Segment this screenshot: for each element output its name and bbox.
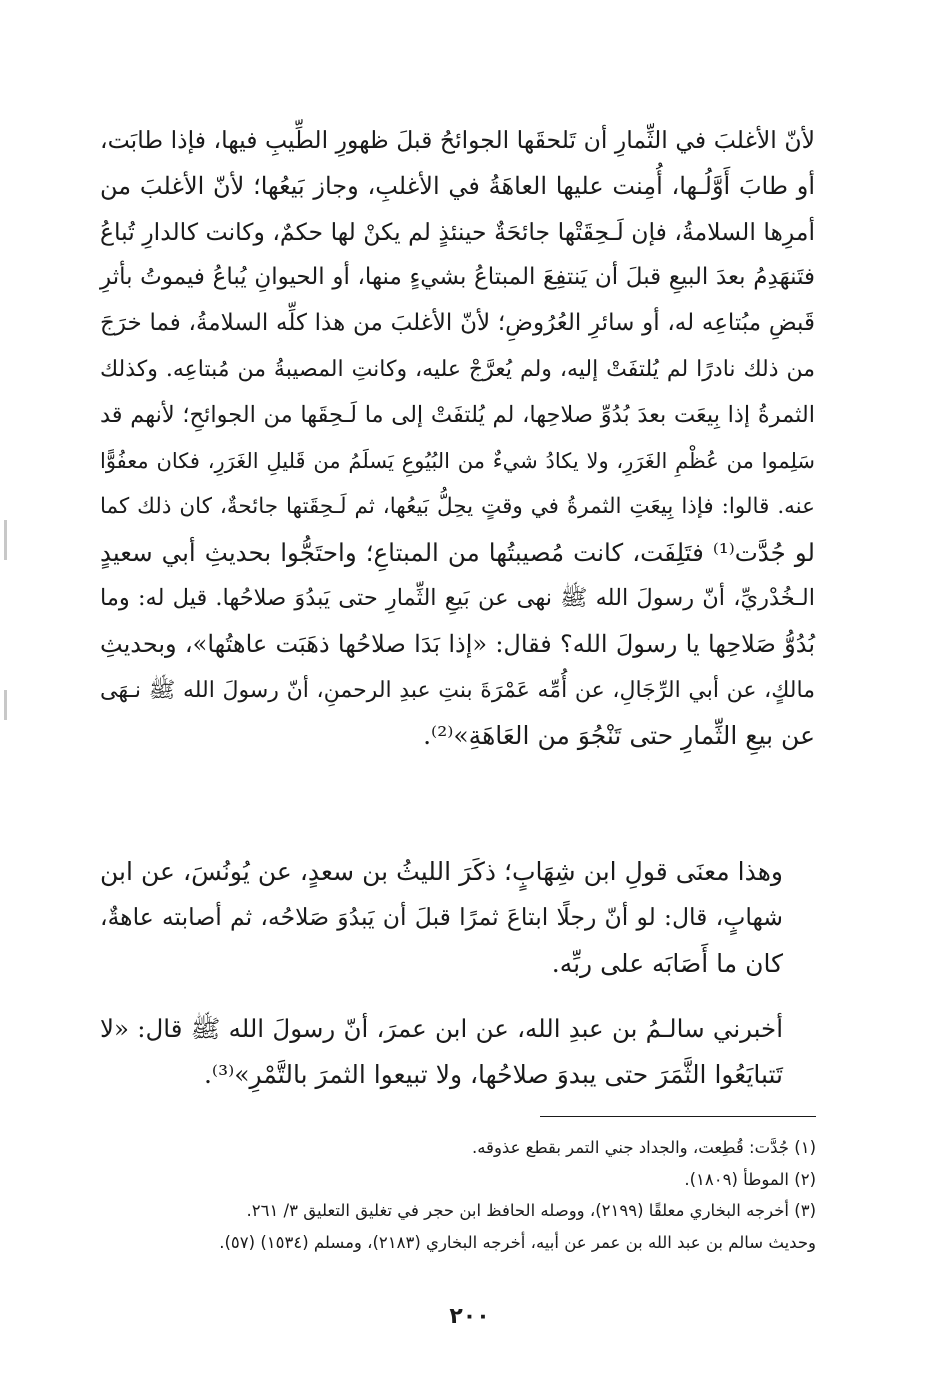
text-line: سَلِموا من عُظْمِ الغَرَرِ، ولا يكادُ شيءٌ من البُيُوعِ يَسلَمُ من قَليلِ الغَرَرِ، فكان معفُوًّا [100, 448, 815, 473]
footnote-2: (٢) الموطأ (١٨٠٩). [684, 1169, 816, 1189]
text-line: عن بيعِ الثِّمارِ حتى تَنْجُوَ من العَاهَةِ»⁽²⁾. [423, 721, 815, 751]
text-line: كان ما أَصَابَه على ربِّه. [551, 948, 783, 978]
text-line: أخبرني سالـمُ بن عبدِ الله، عن ابن عمرَ، أنّ رسولَ الله ﷺ قال: «لا [100, 1014, 783, 1043]
text-line: أو طابَ أَوَّلُـها، أُمِنت عليها العاهَةُ في الأغلبِ، وجاز بَيعُها؛ لأنّ الأغلبَ من [100, 171, 815, 200]
text-line: بُدُوُّ صَلاحِها يا رسولَ الله؟ فقال: «إذا بَدَا صلاحُها ذهَبَت عاهتُها»، وبحديثِ [100, 629, 816, 658]
main-paragraph-2 [100, 849, 815, 986]
text-line: لو جُدَّت⁽¹⁾ فتَلِفَت، كانت مُصيبتُها من المبتاعِ؛ واحتَجُّوا بحديثِ أبي سعيدٍ [100, 538, 815, 568]
text-line: وهذا معنَى قولِ ابن شِهَابٍ؛ ذكَرَ الليثُ بن سعدٍ، عن يُونُسَ، عن ابن [100, 857, 783, 886]
text-line: الـخُدْريِّ، أنّ رسولَ الله ﷺ نهى عن بَيعِ الثِّمارِ حتى يَبدُوَ صلاحُها. قيل له: وما [100, 584, 815, 611]
main-paragraph-1 [100, 118, 815, 759]
text-line: تَتبايَعُوا الثَّمَرَ حتى يبدوَ صلاحُها، ولا تبيعوا الثمرَ بالتَّمْرِ»⁽³⁾. [203, 1059, 783, 1089]
text-line: الثمرةُ إذا بِيعَت بعدَ بُدُوِّ صلاحِها، لم يُلتفَتْ إلى ما لَـحِقَها من الجوائحِ؛ لأنهم قد [100, 401, 815, 428]
scan-edge-mark [4, 690, 7, 720]
page-number: ٢٠٠ [449, 1304, 490, 1329]
text-line: فتَنهَدِمُ بعدَ البيعِ قبلَ أن يَنتفِعَ المبتاعُ بشيءٍ منها، أو الحيوانِ يُباعُ فيموتُ بأثرِ [100, 264, 815, 291]
text-line: من ذلك نادرًا لم يُلتفَتْ إليه، ولم يُعرَّجْ عليه، وكانتِ المصيبةُ من مُبتاعِه. وكذلك [100, 356, 815, 382]
text-line: شهابٍ، قال: لو أنّ رجلًا ابتاعَ ثمرًا قبلَ أن يَبدُوَ صَلاحُه، ثم أصابته عاهةٌ، [100, 902, 783, 931]
footnote-3: (٣) أخرجه البخاري معلقًا (٢١٩٩)، ووصله الحافظ ابن حجر في تغليق التعليق ٣/ ٢٦١. [246, 1201, 816, 1220]
text-line: لأنّ الأغلبَ في الثِّمارِ أن تَلحقَها الجوائحُ قبلَ ظهورِ الطِّيبِ فيها، فإذا طابَت، [100, 126, 815, 154]
footnote-separator [540, 1116, 816, 1117]
text-line: عنه. قالوا: فإذا بِيعَتِ الثمرةُ في وقتٍ يحِلُّ بَيعُها، ثم لَـحِقَتها جائحةٌ، كان ذلك كما [100, 494, 815, 520]
scan-edge-mark [4, 520, 7, 560]
text-line: أمرِها السلامةُ، فإن لَـحِقَتْها جائحَةٌ حينئذٍ لم يكنْ لها حكمٌ، وكانت كالدارِ تُباعُ [100, 217, 815, 246]
text-line: مالكٍ، عن أبي الرِّجَالِ، عن أُمِّه عَمْرَةَ بنتِ عبدِ الرحمنِ، أنّ رسولَ الله ﷺ نـهَى [100, 677, 815, 703]
main-paragraph-3 [100, 1006, 815, 1098]
footnote-1: (١) جُدَّت: قُطِعت، والجداد جني التمر بقطع عذوقه. [471, 1138, 816, 1157]
footnotes [120, 1132, 816, 1258]
footnote-3-continued: وحديث سالم بن عبد الله بن عمر عن أبيه، أخرجه البخاري (٢١٨٣)، ومسلم (١٥٣٤) (٥٧). [219, 1232, 816, 1252]
text-line: قَبضِ مبُتاعِه له، أو سائرِ العُرُوضِ؛ لأنّ الأغلبَ من هذا كلِّه السلامةُ، فما خرَجَ [100, 310, 815, 337]
